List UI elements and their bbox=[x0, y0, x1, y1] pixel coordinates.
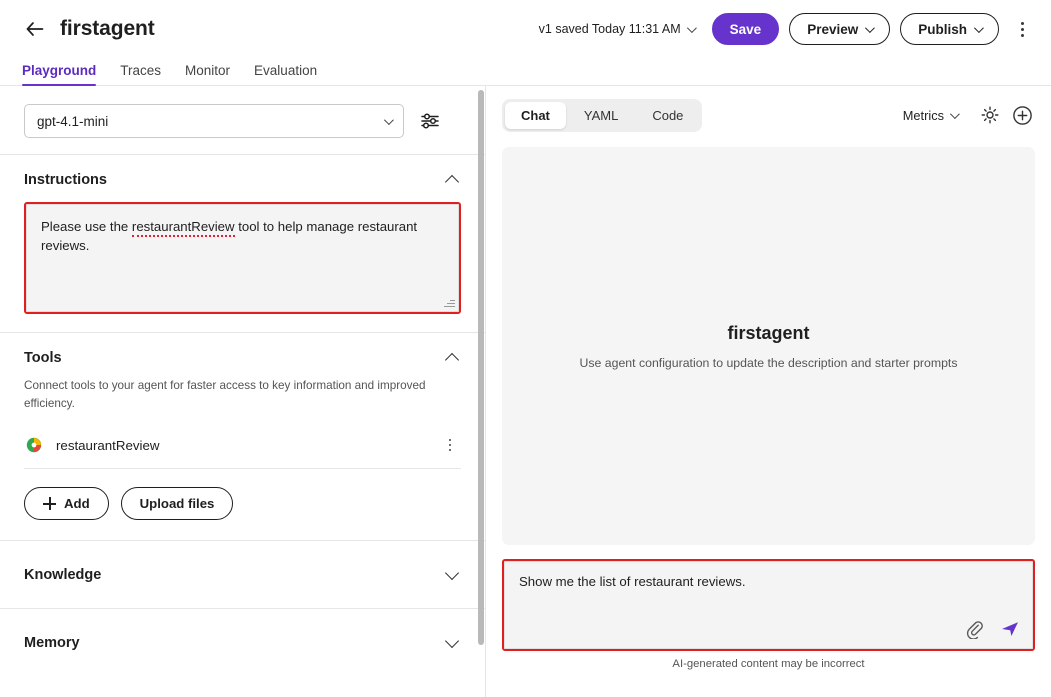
view-mode-switch bbox=[502, 99, 702, 132]
tools-description: Connect tools to your agent for faster access to key information and improved efficiency. bbox=[24, 379, 426, 410]
tab-playground[interactable]: Playground bbox=[22, 63, 96, 85]
list-item[interactable] bbox=[24, 426, 461, 469]
dot bbox=[1021, 22, 1024, 25]
tool-name: restaurantReview bbox=[56, 437, 160, 453]
section-knowledge bbox=[0, 540, 485, 608]
chevron-down-icon bbox=[950, 109, 960, 119]
section-tools bbox=[0, 332, 485, 520]
chevron-up-icon[interactable] bbox=[443, 349, 461, 367]
config-scrollbar-thumb[interactable] bbox=[478, 90, 484, 645]
tab-evaluation[interactable]: Evaluation bbox=[254, 63, 318, 78]
chevron-down-icon bbox=[687, 23, 697, 33]
tab-yaml[interactable]: YAML bbox=[583, 107, 619, 123]
chat-empty-title: firstagent bbox=[727, 322, 810, 343]
plus-icon bbox=[43, 497, 56, 510]
model-select[interactable] bbox=[24, 104, 404, 138]
preview-button-label: Preview bbox=[807, 21, 859, 37]
agent-config-scroll bbox=[0, 86, 485, 697]
tool-colored-icon bbox=[24, 435, 44, 455]
chat-input-value: Show me the list of restaurant reviews. bbox=[519, 574, 746, 589]
tab-chat[interactable]: Chat bbox=[505, 102, 566, 129]
publish-button[interactable] bbox=[900, 13, 999, 45]
upload-files-label: Upload files bbox=[139, 496, 215, 512]
preview-button[interactable] bbox=[789, 13, 890, 45]
upload-files-button[interactable] bbox=[121, 487, 234, 520]
sliders-icon[interactable] bbox=[418, 109, 442, 133]
chevron-down-icon[interactable] bbox=[443, 634, 461, 652]
chat-empty-subtitle: Use agent configuration to update the description and starter prompts bbox=[579, 355, 958, 370]
metrics-dropdown[interactable] bbox=[903, 108, 957, 123]
tab-code[interactable]: Code bbox=[652, 107, 684, 123]
body-split bbox=[0, 86, 1051, 697]
chevron-down-icon[interactable] bbox=[443, 566, 461, 584]
agent-config-panel bbox=[0, 86, 486, 697]
section-instructions-header[interactable] bbox=[24, 171, 461, 189]
version-status-text: v1 saved Today 11:31 AM bbox=[538, 22, 681, 36]
chevron-down-icon bbox=[865, 23, 875, 33]
send-icon[interactable] bbox=[1000, 619, 1020, 639]
app-header bbox=[0, 0, 1051, 58]
instructions-textarea[interactable] bbox=[26, 204, 459, 312]
composer-actions bbox=[964, 619, 1020, 639]
chat-transcript-empty-state bbox=[502, 147, 1035, 545]
section-memory-header[interactable] bbox=[24, 634, 461, 652]
plus-circle-icon[interactable] bbox=[1009, 102, 1035, 128]
chevron-up-icon[interactable] bbox=[443, 171, 461, 189]
publish-button-label: Publish bbox=[918, 21, 967, 37]
tab-monitor[interactable]: Monitor bbox=[185, 63, 231, 78]
instructions-highlight-box bbox=[24, 202, 461, 314]
add-tool-label: Add bbox=[64, 496, 90, 512]
paperclip-icon[interactable] bbox=[964, 619, 984, 639]
config-scrollbar[interactable] bbox=[477, 86, 485, 697]
gear-icon[interactable] bbox=[977, 102, 1003, 128]
section-memory-inner bbox=[24, 625, 461, 676]
section-knowledge-inner bbox=[24, 557, 461, 608]
kebab-menu-icon[interactable] bbox=[1007, 14, 1037, 44]
textarea-resize-handle[interactable] bbox=[443, 297, 455, 309]
instructions-text-after: tool to help manage restaurant reviews. bbox=[41, 219, 418, 254]
instructions-text-before: Please use the bbox=[41, 219, 132, 234]
chevron-down-icon bbox=[974, 23, 984, 33]
dot bbox=[1021, 28, 1024, 31]
ai-disclaimer: AI-generated content may be incorrect bbox=[672, 658, 865, 670]
save-button-label: Save bbox=[729, 21, 762, 37]
composer-highlight-box bbox=[502, 559, 1035, 651]
tool-actions bbox=[24, 487, 461, 520]
section-instructions-title: Instructions bbox=[24, 172, 107, 188]
arrow-left-icon[interactable] bbox=[22, 16, 48, 42]
section-knowledge-title: Knowledge bbox=[24, 567, 102, 584]
metrics-label: Metrics bbox=[902, 107, 944, 123]
section-tools-title: Tools bbox=[24, 350, 62, 366]
section-instructions bbox=[0, 154, 485, 314]
tool-kebab-menu-icon[interactable] bbox=[439, 434, 461, 456]
instructions-misspelled-word: restaurantReview bbox=[132, 219, 235, 237]
save-button[interactable] bbox=[712, 13, 780, 45]
chat-input[interactable] bbox=[504, 561, 1033, 649]
section-memory-title: Memory bbox=[24, 635, 80, 652]
tab-traces[interactable]: Traces bbox=[120, 63, 162, 78]
section-memory bbox=[0, 608, 485, 676]
section-knowledge-header[interactable] bbox=[24, 566, 461, 584]
chat-panel bbox=[486, 86, 1051, 697]
page-title: firstagent bbox=[60, 17, 155, 40]
chevron-down-icon bbox=[384, 115, 394, 125]
dot bbox=[1021, 34, 1024, 37]
chat-panel-toolbar bbox=[502, 86, 1035, 144]
version-status-dropdown[interactable] bbox=[539, 22, 694, 36]
model-row bbox=[0, 86, 485, 154]
add-tool-button[interactable] bbox=[24, 487, 109, 520]
section-tools-header[interactable] bbox=[24, 349, 461, 367]
model-select-value: gpt-4.1-mini bbox=[37, 113, 109, 129]
main-tabbar bbox=[0, 58, 1051, 86]
